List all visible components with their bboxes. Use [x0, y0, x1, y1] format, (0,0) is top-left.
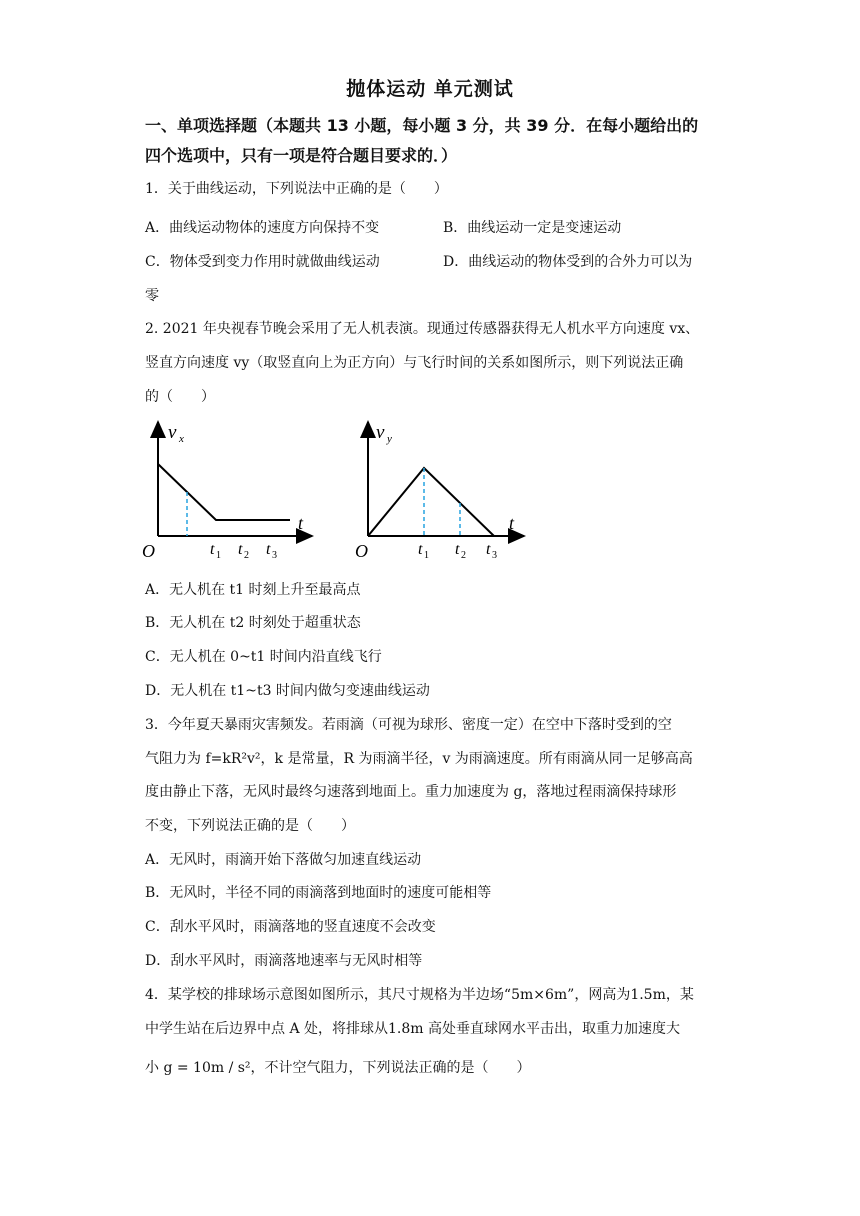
vy-graph-tick-t3-sub: 3 [492, 550, 497, 561]
vy-graph-tick-t2: t [455, 541, 460, 558]
vy-graph-y-label-sub: y [387, 433, 392, 445]
q1-option-a: A．曲线运动物体的速度方向保持不变 [145, 220, 380, 236]
q2-stem-line3: 的（ ） [145, 389, 215, 405]
q3-stem-line2: 气阻力为 f=kR²v²，k 是常量，R 为雨滴半径，v 为雨滴速度。所有雨滴从同一足够高高 [145, 751, 693, 767]
q3-option-d: D．刮水平风时，雨滴落地速率与无风时相等 [145, 953, 423, 969]
q1-option-b: B．曲线运动一定是变速运动 [443, 220, 622, 236]
vx-graph-x-label: t [298, 513, 304, 533]
page-title: 抛体运动 单元测试 [346, 78, 514, 100]
q2-stem-line2: 竖直方向速度 vy（取竖直向上为正方向）与飞行时间的关系如图所示，则下列说法正确 [145, 355, 684, 371]
section-heading-line2: 四个选项中，只有一项是符合题目要求的．） [145, 146, 458, 165]
q3-option-c: C．刮水平风时，雨滴落地的竖直速度不会改变 [145, 919, 436, 935]
q4-stem-line1: 4．某学校的排球场示意图如图所示，其尺寸规格为半边场“5m×6m”，网高为1.5m，某 [145, 987, 694, 1003]
vy-graph-tick-t3: t [486, 541, 491, 558]
vx-graph-tick-t1: t [210, 541, 215, 558]
q3-stem-line3: 度由静止下落，无风时最终匀速落到地面上。重力加速度为 g，落地过程雨滴保持球形 [145, 784, 677, 800]
vx-graph-tick-t1-sub: 1 [216, 550, 221, 561]
vy-graph-origin: O [355, 541, 368, 561]
q2-option-d: D．无人机在 t1~t3 时间内做匀变速曲线运动 [145, 683, 430, 699]
vx-graph-y-label: v [168, 422, 177, 443]
q4-stem-line3: 小 g = 10m / s²，不计空气阻力，下列说法正确的是（ ） [145, 1060, 531, 1076]
q1-stem: 1．关于曲线运动，下列说法中正确的是（ ） [145, 181, 448, 197]
q1-option-d-continued: 零 [145, 288, 159, 304]
q2-option-b: B．无人机在 t2 时刻处于超重状态 [145, 615, 361, 631]
vx-graph-tick-t2: t [238, 541, 243, 558]
vy-graph-tick-t1-sub: 1 [424, 550, 429, 561]
vy-t-graph [352, 416, 532, 566]
q2-option-c: C．无人机在 0~t1 时间内沿直线飞行 [145, 649, 382, 665]
vy-graph-x-label: t [509, 513, 515, 533]
vx-graph-curve [158, 464, 290, 520]
vy-graph-tick-t2-sub: 2 [461, 550, 466, 561]
section-heading-line1: 一、单项选择题（本题共 13 小题，每小题 3 分，共 39 分．在每小题给出的 [145, 116, 699, 135]
q2-option-a: A．无人机在 t1 时刻上升至最高点 [145, 582, 361, 598]
vy-graph-y-label: v [376, 422, 385, 443]
q1-option-d: D．曲线运动的物体受到的合外力可以为 [443, 254, 693, 270]
vx-graph-tick-t3: t [266, 541, 271, 558]
q3-stem-line4: 不变，下列说法正确的是（ ） [145, 818, 355, 834]
vx-graph-y-label-sub: x [179, 433, 184, 445]
q2-stem-line1: 2. 2021 年央视春节晚会采用了无人机表演。现通过传感器获得无人机水平方向速度 vx、 [145, 321, 700, 337]
vx-graph-tick-t2-sub: 2 [244, 550, 249, 561]
vx-t-graph [140, 416, 320, 566]
q3-option-b: B．无风时，半径不同的雨滴落到地面时的速度可能相等 [145, 885, 492, 901]
vx-graph-tick-t3-sub: 3 [272, 550, 277, 561]
vy-graph-tick-t1: t [418, 541, 423, 558]
q1-option-c: C．物体受到变力作用时就做曲线运动 [145, 254, 380, 270]
vy-graph-curve [368, 468, 494, 536]
q3-stem-line1: 3．今年夏天暴雨灾害频发。若雨滴（可视为球形、密度一定）在空中下落时受到的空 [145, 717, 672, 733]
q3-option-a: A．无风时，雨滴开始下落做匀加速直线运动 [145, 852, 422, 868]
q4-stem-line2: 中学生站在后边界中点 A 处，将排球从1.8m 高处垂直球网水平击出，取重力加速度大 [145, 1021, 680, 1037]
vx-graph-origin: O [142, 541, 155, 561]
